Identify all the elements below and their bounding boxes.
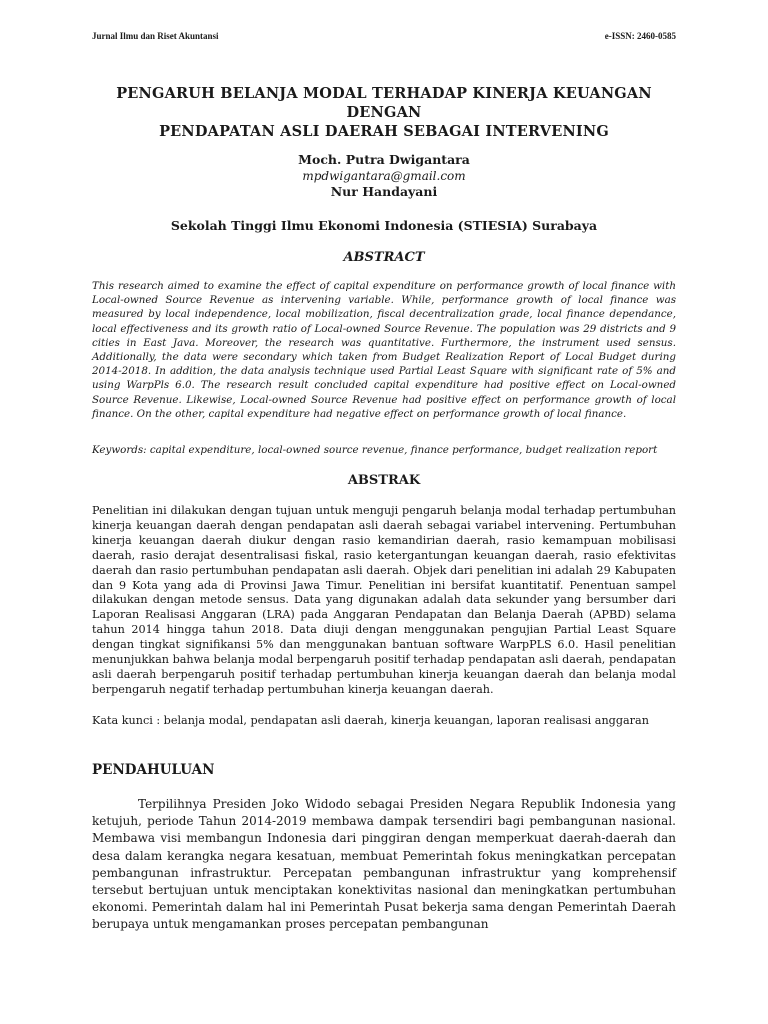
keywords-indonesian: Kata kunci : belanja modal, pendapatan asli daerah, kinerja keuangan, laporan realisasi anggaran <box>92 714 649 727</box>
author-block <box>0 152 768 200</box>
title-line-1: PENGARUH BELANJA MODAL TERHADAP KINERJA KEUANGAN DENGAN <box>116 85 652 121</box>
author-2-name: Nur Handayani <box>330 184 438 199</box>
abstract-heading: ABSTRACT <box>343 250 425 265</box>
author-1-email: mpdwigantara@gmail.com <box>302 169 466 183</box>
journal-name: Jurnal Ilmu dan Riset Akuntansi <box>92 31 219 41</box>
affiliation: Sekolah Tinggi Ilmu Ekonomi Indonesia (STIESIA) Surabaya <box>170 218 598 233</box>
running-header <box>92 31 676 41</box>
abstract-indonesian-text: Penelitian ini dilakukan dengan tujuan untuk menguji pengaruh belanja modal terhadap pertumbuhan kinerja keuangan daerah dengan pendapatan asli daerah sebagai variabel intervening. Pertumbuhan kinerja keuangan daerah diukur dengan rasio kemandirian daerah, rasio kemampuan mobilisasi daerah, rasio derajat desentralisasi fiskal, rasio ketergantungan keuangan daerah, rasio efektivitas daerah dan rasio pertumbuhan pendapatan asli daerah. Objek dari penelitian ini adalah 29 Kabupaten dan 9 Kota yang ada di Provinsi Jawa Timur. Penelitian ini bersifat kuantitatif. Penentuan sampel dilakukan dengan metode sensus. Data yang digunakan adalah data sekunder yang bersumber dari Laporan Realisasi Anggaran (LRA) pada Anggaran Pendapatan dan Belanja Daerah (APBD) selama tahun 2014 hingga tahun 2018. Data diuji dengan menggunakan pengujian Partial Least Square dengan tingkat signifikansi 5% dan menggunakan bantuan software WarpPLS 6.0. Hasil penelitian menunjukkan bahwa belanja modal berpengaruh positif terhadap pendapatan asli daerah, pendapatan asli daerah berpengaruh positif terhadap pertumbuhan kinerja keuangan daerah dan belanja modal berpengaruh negatif terhadap pertumbuhan kinerja keuangan daerah. <box>92 504 676 696</box>
abstract-english-text: This research aimed to examine the effect of capital expenditure on performance growth of local finance with Local-owned Source Revenue as intervening variable. While, performance growth of local finance was measured by local independence, local mobilization, fiscal decentralization grade, local finance dependance, local effectiveness and its growth ratio of Local-owned Source Revenue. The population was 29 districts and 9 cities in East Java. Moreover, the research was quantitative. Furthermore, the instrument used sensus. Additionally, the data were secondary which taken from Budget Realization Report of Local Budget during 2014-2018. In addition, the data analysis technique used Partial Least Square with significant rate of 5% and using WarpPls 6.0. The research result concluded capital expenditure had positive effect on Local-owned Source Revenue. Likewise, Local-owned Source Revenue had positive effect on performance growth of local finance. On the other, capital expenditure had negative effect on performance growth of local finance. <box>92 280 676 420</box>
keywords-english: Keywords: capital expenditure, local-owned source revenue, finance performance, budget realization report <box>92 444 658 456</box>
introduction-paragraph: Terpilihnya Presiden Joko Widodo sebagai Presiden Negara Republik Indonesia yang ketujuh, periode Tahun 2014-2019 membawa dampak tersendiri bagi pembangunan nasional. Membawa visi membangun Indonesia dari pinggiran dengan memperkuat daerah-daerah dan desa dalam kerangka negara kesatuan, membuat Pemerintah fokus meningkatkan percepatan pembangunan infrastruktur. Percepatan pembangunan infrastruktur yang komprehensif tersebut bertujuan untuk menciptakan konektivitas nasional dan meningkatkan pertumbuhan ekonomi. Pemerintah dalam hal ini Pemerintah Pusat bekerja sama dengan Pemerintah Daerah berupaya untuk mengamankan proses percepatan pembangunan <box>92 797 676 932</box>
paper-title <box>80 84 688 141</box>
section-heading-pendahuluan: PENDAHULUAN <box>92 762 215 778</box>
author-1-name: Moch. Putra Dwigantara <box>298 152 470 167</box>
issn: e-ISSN: 2460-0585 <box>604 31 676 41</box>
abstrak-heading: ABSTRAK <box>347 473 421 488</box>
title-line-2: PENDAPATAN ASLI DAERAH SEBAGAI INTERVENING <box>159 123 609 140</box>
